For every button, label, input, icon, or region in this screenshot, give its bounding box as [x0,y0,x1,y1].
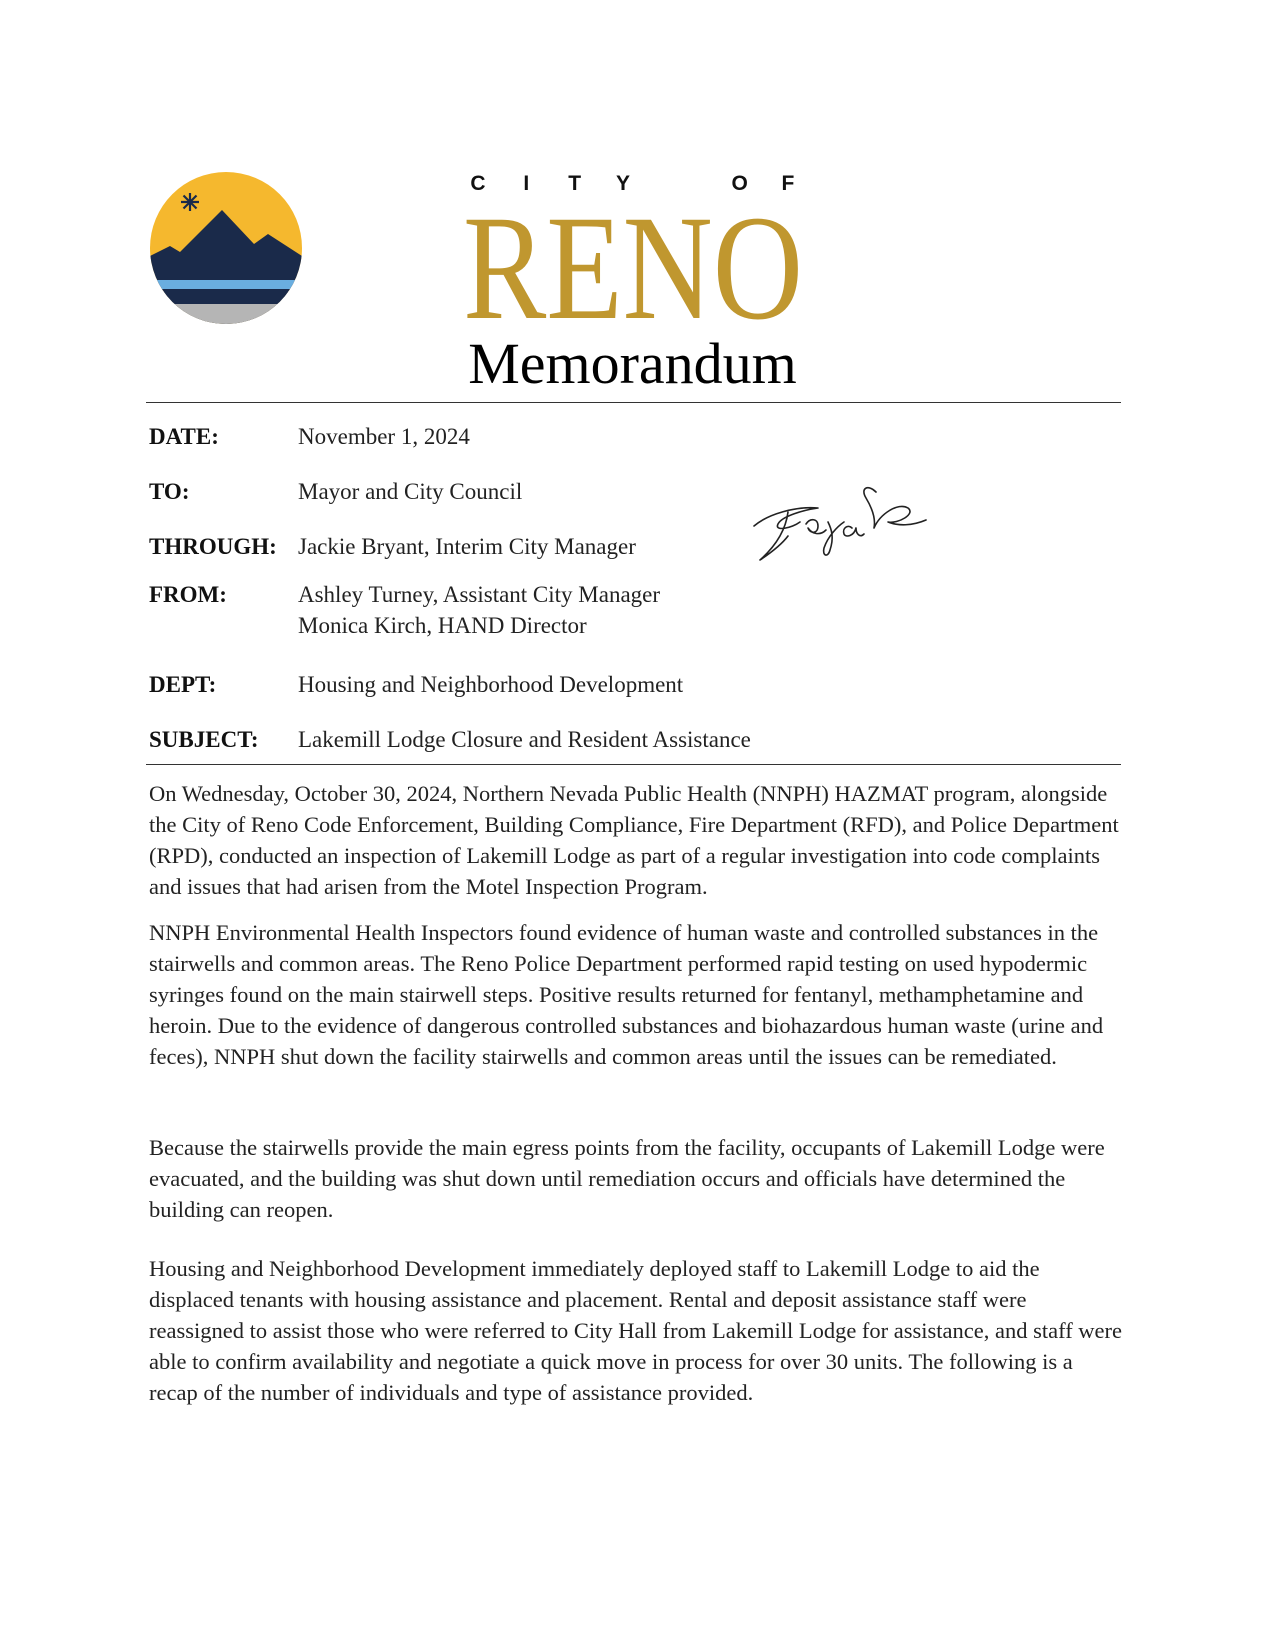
signature [748,478,938,568]
from-value-2: Monica Kirch, HAND Director [298,613,587,638]
memo-title: Memorandum [468,331,797,396]
date-label: DATE: [149,424,219,449]
to-label: TO: [149,479,190,504]
dept-label: DEPT: [149,672,217,697]
star-icon [181,193,199,211]
body-paragraph-1: On Wednesday, October 30, 2024, Northern Nevada Public Health (NNPH) HAZMAT program, alongside the City of Reno Code Enforcement, Building Compliance, Fire Department (RFD), and Police Department (RPD), conducted an inspection of Lakemill Lodge as part of a regular investigation into code complaints and issues that had arisen from the Motel Inspection Program. [149,781,1119,899]
subject-label: SUBJECT: [149,727,259,752]
from-value-1: Ashley Turney, Assistant City Manager [298,582,661,607]
city-seal-logo [150,172,302,324]
svg-text:RENO: RENO [463,185,803,330]
through-value: Jackie Bryant, Interim City Manager [298,534,636,559]
dept-value: Housing and Neighborhood Development [298,672,684,697]
subject-value: Lakemill Lodge Closure and Resident Assistance [298,727,751,752]
through-label: THROUGH: [149,534,277,559]
header-divider [146,402,1121,403]
reno-wordmark-logo [458,170,808,330]
subject-divider [146,764,1121,765]
body-paragraph-4: Housing and Neighborhood Development immediately deployed staff to Lakemill Lodge to aid the displaced tenants with housing assistance and placement. Rental and deposit assistance staff were reassigned to assist those who were referred to City Hall from Lakemill Lodge for assistance, and staff were able to confirm availability and negotiate a quick move in process for over 30 units. The following is a recap of the number of individuals and type of assistance provided. [149,1256,1123,1405]
to-value: Mayor and City Council [298,479,523,504]
body-paragraph-3: Because the stairwells provide the main egress points from the facility, occupants of Lakemill Lodge were evacuated, and the building was shut down until remediation occurs and officials have determined the building can reopen. [149,1135,1105,1222]
from-label: FROM: [149,582,227,607]
body-paragraph-2: NNPH Environmental Health Inspectors found evidence of human waste and controlled substances in the stairwells and common areas. The Reno Police Department performed rapid testing on used hypodermic syringes found on the main stairwell steps. Positive results returned for fentanyl, methamphetamine and heroin. Due to the evidence of dangerous controlled substances and biohazardous human waste (urine and feces), NNPH shut down the facility stairwells and common areas until the issues can be remediated. [149,920,1104,1069]
city-of-wordmark: C I T Y O F [470,172,795,195]
date-value: November 1, 2024 [298,424,470,449]
